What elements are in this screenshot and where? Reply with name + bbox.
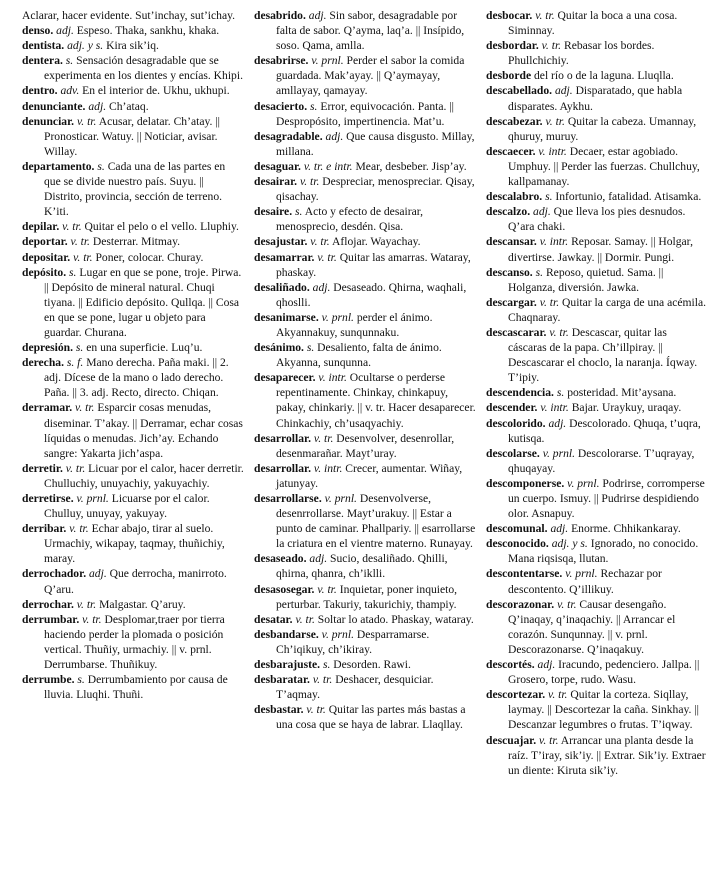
entry-grammar: adj. — [88, 99, 107, 113]
entry-definition: Decaer, estar agobiado. Umphuy. || Perder las fuerzas. Chullchuy, kallpamanay. — [508, 144, 700, 189]
entry-headword: desaseado. — [254, 552, 307, 566]
entry-grammar: v. tr. e intr. — [303, 159, 353, 173]
entry-definition: Descolorado. Qhuqa, t’uqra, kutisqa. — [508, 416, 701, 445]
dictionary-entry — [254, 159, 476, 174]
entry-definition: del río o de la laguna. Lluqlla. — [534, 69, 674, 83]
entry-headword: desarrollar. — [254, 431, 312, 445]
entry-grammar: adj. — [537, 658, 556, 672]
entry-headword: depresión. — [22, 341, 73, 355]
entry-definition: Quitar el pelo o el vello. Lluphiy. — [84, 220, 239, 234]
entry-headword: desajustar. — [254, 235, 308, 249]
entry-headword: descender. — [486, 401, 538, 415]
dictionary-entry — [22, 340, 244, 355]
entry-headword: desánimo. — [254, 341, 304, 355]
entry-grammar: v. tr. — [539, 733, 559, 747]
entry-headword: descendencia. — [486, 386, 554, 400]
entry-definition: Quitar las partes más bastas a una cosa que se haya de labrar. Llaqllay. — [276, 703, 466, 732]
entry-definition: Malgastar. Q’aruy. — [99, 597, 186, 611]
entry-headword: desatar. — [254, 612, 293, 626]
entry-headword: descalabro. — [486, 190, 543, 204]
entry-grammar: v. intr. — [313, 461, 343, 475]
dictionary-entry — [254, 99, 476, 129]
entry-definition: Reposar. Samay. || Holgar, divertirse. Jawkay. || Dormir. Pungi. — [508, 235, 693, 264]
entry-grammar: v. tr. — [548, 688, 568, 702]
entry-grammar: adj. — [56, 24, 74, 38]
entry-headword: desabrirse. — [254, 54, 309, 68]
entry-headword: derretirse. — [22, 492, 74, 505]
entry-definition: Desterrar. Mitmay. — [92, 235, 181, 249]
entry-grammar: v. tr. — [317, 250, 337, 264]
dictionary-entry — [486, 144, 708, 189]
dictionary-entry — [22, 159, 244, 219]
entry-headword: derrumbe. — [22, 673, 75, 687]
dictionary-entry — [254, 627, 476, 657]
entry-grammar: v. tr. — [535, 9, 555, 22]
dictionary-entry — [22, 461, 244, 491]
entry-grammar: adj. — [550, 522, 569, 536]
entry-headword: derrochar. — [22, 597, 74, 611]
entry-definition: posteridad. Mit’aysana. — [567, 386, 677, 400]
dictionary-entry — [254, 234, 476, 249]
entry-headword: descalzo. — [486, 205, 531, 219]
entry-grammar: s. — [65, 54, 74, 68]
dictionary-entry — [486, 733, 708, 778]
entry-definition: Descascar, quitar las cáscaras de la papa. Ch’illpiray. || Descascarar el choclo, la naranja. Íqway. T’ipiy. — [508, 325, 698, 385]
entry-definition: Iracundo, pedenciero. Jallpa. || Grosero, torpe, rudo. Wasu. — [508, 658, 700, 687]
entry-headword: dentera. — [22, 54, 63, 68]
entry-headword: dentro. — [22, 84, 58, 98]
entry-definition: Echar abajo, tirar al suelo. Urmachiy, wikapay, taqmay, thuñichiy, maray. — [44, 522, 225, 566]
entry-headword: desamarrar. — [254, 250, 315, 264]
dictionary-entry — [22, 83, 244, 98]
entry-grammar: v. prnl. — [567, 476, 600, 490]
dictionary-entry — [22, 250, 244, 265]
entry-definition: Espeso. Thaka, sankhu, khaka. — [76, 24, 220, 38]
entry-definition: Rebasar los bordes. Phullchichiy. — [508, 39, 655, 68]
entry-headword: denunciar. — [22, 114, 75, 128]
entry-headword: desanimarse. — [254, 310, 319, 324]
entry-grammar: v. tr. — [70, 235, 90, 249]
dictionary-entry — [254, 612, 476, 627]
entry-definition: Aflojar. Wayachay. — [331, 235, 421, 249]
entry-grammar: adv. — [60, 84, 80, 98]
entry-definition: Arrancar una planta desde la raíz. T’iray, sik’iy. || Extrar. Sik’iy. Extraer un diente: Kiruta sik’iy. — [508, 733, 706, 777]
dictionary-entry — [22, 597, 244, 612]
entry-definition: Derrumbamiento por causa de lluvia. Lluqhi. Thuñi. — [44, 673, 228, 702]
entry-definition: Quitar la corteza. Siqllay, laymay. || Descortezar la caña. Sinkhay. || Descanzar legumbres o frutas. T’iqway. — [508, 688, 699, 732]
dictionary-entry — [254, 657, 476, 672]
dictionary-entry — [486, 234, 708, 264]
dictionary-entry — [486, 597, 708, 657]
entry-grammar: adj. — [548, 416, 567, 430]
entry-grammar: s. — [535, 265, 544, 279]
entry-headword: deportar. — [22, 235, 68, 249]
dictionary-entry — [486, 189, 708, 204]
entry-grammar: adj. y s. — [67, 39, 104, 53]
entry-definition: Aclarar, hacer evidente. Sut’inchay, sut’ichay. — [22, 9, 236, 22]
entry-grammar: s. f. — [66, 356, 84, 370]
entry-definition: Inquietar, poner inquieto, perturbar. Takuriy, takurichiy, thampiy. — [276, 582, 458, 611]
entry-headword: descargar. — [486, 295, 537, 309]
entry-definition: Perder el sabor la comida guardada. Mak’ayay. || Q’aymayay, amllayay, qamayay. — [276, 54, 465, 98]
entry-headword: depósito. — [22, 265, 67, 279]
entry-definition: Licuarse por el calor. Chulluy, unuyay, yakuyay. — [44, 492, 210, 521]
entry-grammar: v. tr. — [69, 522, 89, 536]
entry-grammar: s. — [69, 265, 77, 279]
dictionary-entry — [22, 672, 244, 702]
dictionary-entry — [22, 612, 244, 672]
entry-headword: desaparecer. — [254, 371, 316, 385]
entry-grammar: adj. — [325, 129, 344, 143]
entry-grammar: adj. — [308, 9, 327, 22]
entry-grammar: adj. y s. — [551, 537, 588, 551]
entry-definition: Esparcir cosas menudas, diseminar. T’akay. || Derramar, echar cosas líquidas o menudas. Jich’ay. Echando sangre: Yakarta jich’aspa. — [44, 401, 243, 460]
column-2 — [254, 8, 476, 733]
entry-definition: Reposo, quietud. Sama. || Holganza, diversión. Jawka. — [508, 265, 664, 294]
entry-grammar: v. prnl. — [76, 492, 109, 505]
column-3 — [486, 8, 708, 778]
entry-definition: Sucio, desaliñado. Qhilli, qhirna, qhanra, ch’iklli. — [276, 552, 448, 581]
entry-definition: Sin sabor, desagradable por falta de sabor. Q’ayma, laq’a. || Insípido, soso. Qama, amlla. — [276, 9, 465, 53]
entry-definition: Despreciar, menospreciar. Qisay, qisachay. — [276, 175, 475, 204]
entry-headword: derrochador. — [22, 567, 87, 581]
entry-definition: Enorme. Chhikankaray. — [571, 522, 681, 536]
dictionary-entry — [486, 416, 708, 446]
entry-definition: Acusar, delatar. Ch’atay. || Pronosticar. Watuy. || Noticiar, avisar. Willay. — [44, 114, 220, 158]
entry-grammar: v. tr. — [65, 461, 86, 475]
entry-headword: descolarse. — [486, 446, 540, 460]
entry-grammar: adj. — [309, 552, 328, 566]
dictionary-entry — [254, 551, 476, 581]
entry-grammar: v. tr. — [76, 597, 97, 611]
entry-definition: Infortunio, fatalidad. Atisamka. — [555, 190, 702, 204]
dictionary-entry — [486, 204, 708, 234]
entry-grammar: v. tr. — [557, 597, 577, 611]
entry-headword: descorazonar. — [486, 597, 555, 611]
dictionary-entry — [486, 657, 708, 687]
dictionary-entry — [22, 234, 244, 249]
entry-grammar: v. tr. — [75, 401, 95, 415]
entry-definition: Quitar la carga de una acémila. Chaqnaray. — [508, 295, 707, 324]
dictionary-entry — [254, 8, 476, 53]
entry-headword: derrumbar. — [22, 612, 80, 626]
dictionary-entry — [254, 280, 476, 310]
entry-headword: desbandarse. — [254, 627, 319, 641]
entry-grammar: v. intr. — [539, 235, 569, 249]
entry-grammar: v. tr. — [539, 295, 560, 309]
dictionary-entry — [486, 446, 708, 476]
dictionary-entry — [22, 400, 244, 460]
entry-grammar: v. intr. — [538, 144, 567, 158]
entry-headword: descabellado. — [486, 84, 553, 98]
entry-headword: desacierto. — [254, 99, 308, 113]
entry-definition: Ch’ataq. — [109, 99, 149, 113]
entry-definition: Mano derecha. Paña maki. || 2. adj. Dícese de la mano o lado derecho. Paña. || 3. adj. Recto, directo. Chiqan. — [44, 356, 229, 400]
entry-definition: Disparatado, que habla disparates. Aykhu. — [508, 84, 683, 113]
entry-headword: desarrollarse. — [254, 492, 322, 505]
entry-grammar: v. tr. — [312, 673, 333, 687]
dictionary-entry — [486, 687, 708, 732]
entry-definition: Lugar en que se pone, troje. Pirwa. || Depósito de mineral natural. Chuqi tiyana. || Edificio depósito. Qullqa. || Cosa en que se pone, lugar u objeto para guardar. Churana. — [44, 265, 242, 339]
entry-grammar: v. tr. — [62, 220, 82, 234]
entry-headword: descascarar. — [486, 325, 547, 339]
entry-headword: denunciante. — [22, 99, 86, 113]
dictionary-entry — [486, 385, 708, 400]
entry-grammar: s. — [545, 190, 553, 204]
dictionary-entry — [22, 23, 244, 38]
entry-headword: descabezar. — [486, 114, 543, 128]
entry-definition: Cada una de las partes en que se divide nuestro país. Suyu. || Distrito, provincia, sección de terreno. K’iti. — [44, 159, 226, 219]
dictionary-entry — [486, 400, 708, 415]
entry-grammar: v. tr. — [541, 39, 562, 53]
entry-headword: descomunal. — [486, 522, 548, 536]
entry-headword: desarrollar. — [254, 461, 312, 475]
entry-definition: Quitar las amarras. Wataray, phaskay. — [276, 250, 471, 279]
entry-headword: descansar. — [486, 235, 537, 249]
dictionary-entry — [486, 566, 708, 596]
dictionary-entry — [486, 68, 708, 83]
dictionary-entry — [254, 582, 476, 612]
entry-grammar: s. — [310, 99, 318, 113]
entry-definition: Mear, desbeber. Jisp’ay. — [355, 159, 467, 173]
entry-headword: desairar. — [254, 175, 298, 189]
entry-grammar: s. — [322, 658, 331, 672]
entry-headword: desabrido. — [254, 9, 306, 22]
dictionary-entry — [486, 536, 708, 566]
entry-grammar: v. prnl. — [311, 54, 344, 68]
entry-headword: desagradable. — [254, 129, 323, 143]
entry-grammar: v. tr. — [77, 114, 97, 128]
entry-grammar: v. tr. — [317, 582, 337, 596]
entry-headword: descanso. — [486, 265, 533, 279]
entry-headword: denso. — [22, 24, 54, 38]
entry-definition: Que causa disgusto. Millay, millana. — [276, 129, 475, 158]
dictionary-entry — [254, 250, 476, 280]
entry-grammar: v. tr. — [73, 250, 93, 264]
entry-grammar: s. — [306, 341, 315, 355]
dictionary-entry — [486, 295, 708, 325]
entry-headword: descuajar. — [486, 733, 537, 747]
entry-definition: Desorden. Rawi. — [333, 658, 411, 672]
entry-definition: Descolorarse. T’uqrayay, qhuqayay. — [508, 446, 695, 475]
entry-grammar: v. prnl. — [321, 310, 354, 324]
entry-definition: Desaliento, falta de ánimo. Akyanna, sunqunna. — [276, 341, 442, 370]
dictionary-entry — [22, 265, 244, 340]
entry-headword: desborde — [486, 69, 532, 83]
entry-headword: desbocar. — [486, 9, 533, 22]
entry-headword: derramar. — [22, 401, 73, 415]
dictionary-entry — [254, 204, 476, 234]
dictionary-entry — [22, 355, 244, 400]
entry-definition: Deshacer, desquiciar. T’aqmay. — [276, 673, 434, 702]
entry-definition: Quitar la boca a una cosa. Siminnay. — [508, 9, 678, 38]
entry-grammar: s. — [556, 386, 565, 400]
dictionary-entry — [22, 53, 244, 83]
dictionary-entry — [486, 521, 708, 536]
entry-grammar: adj. — [312, 280, 331, 294]
entry-headword: depilar. — [22, 220, 60, 234]
entry-grammar: v. prnl. — [565, 567, 598, 581]
entry-grammar: v. tr. — [310, 235, 330, 249]
entry-grammar: v. intr. — [318, 371, 347, 385]
dictionary-entry — [22, 8, 244, 23]
entry-definition: Podrirse, corromperse un cuerpo. Ismuy. || Pudrirse despidiendo olor. Asnapuy. — [508, 476, 705, 521]
entry-definition: en una superficie. Luq’u. — [86, 341, 203, 355]
entry-definition: Causar desengaño. Q’inaqay, q’inaqachiy. || Arrancar el corazón. Sunqunnay. || v. prnl. Descorazonarse. Q’inaqakuy. — [508, 597, 676, 656]
entry-definition: Sensación desagradable que se experimenta en los dientes y encías. Khipi. — [44, 54, 243, 83]
dictionary-entry — [22, 219, 244, 234]
entry-grammar: v. tr. — [545, 114, 565, 128]
entry-headword: desaguar. — [254, 159, 301, 173]
dictionary-entry — [486, 38, 708, 68]
entry-headword: desbordar. — [486, 39, 539, 53]
entry-headword: descontentarse. — [486, 567, 563, 581]
dictionary-entry — [254, 340, 476, 370]
entry-grammar: v. prnl. — [324, 492, 357, 505]
entry-definition: Ocultarse o perderse repentinamente. Chinkay, chinkapuy, pakay, chinkariy. || v. tr. Hacer desaparecer. Chinkachiy, ch’usaqyachiy. — [276, 371, 476, 430]
entry-headword: desbaratar. — [254, 673, 310, 687]
entry-headword: desaliñado. — [254, 280, 310, 294]
entry-grammar: s. — [295, 205, 303, 219]
entry-definition: Desenvolver, desenrollar, desenmarañar. Mayt’uray. — [276, 431, 455, 460]
entry-grammar: v. tr. — [549, 325, 569, 339]
dictionary-entry — [22, 38, 244, 53]
entry-definition: Kira sik’iq. — [106, 39, 159, 53]
dictionary-entry — [486, 83, 708, 113]
entry-headword: dentista. — [22, 39, 65, 53]
entry-headword: derretir. — [22, 461, 63, 475]
entry-grammar: adj. — [89, 567, 107, 581]
dictionary-entry — [254, 129, 476, 159]
entry-definition: Bajar. Uraykuy, uraqay. — [571, 401, 682, 415]
entry-definition: Desenvolverse, desenrrollarse. Mayt’urakuy. || Estar a punto de caminar. Phallpariy. || esarrollarse la criatura en el vientre materno. Runayay. — [276, 492, 476, 551]
dictionary-entry — [22, 521, 244, 566]
dictionary-entry — [22, 99, 244, 114]
entry-definition: Ignorado, no conocido. Mana riqsisqa, llutan. — [508, 537, 699, 566]
entry-grammar: v. tr. — [306, 703, 326, 717]
dictionary-entry — [254, 672, 476, 702]
entry-grammar: v. tr. — [313, 431, 334, 445]
entry-grammar: s. — [97, 159, 105, 173]
entry-headword: departamento. — [22, 159, 95, 173]
entry-headword: descortezar. — [486, 688, 546, 702]
entry-grammar: adj. — [554, 84, 573, 98]
dictionary-entry — [486, 476, 708, 521]
entry-definition: Acto y efecto de desairar, menosprecio, desdén. Qisa. — [276, 205, 424, 234]
entry-headword: descolorido. — [486, 416, 546, 430]
entry-definition: Error, equivocación. Panta. || Despropósito, impertinencia. Mat’u. — [276, 99, 454, 128]
entry-grammar: v. tr. — [299, 175, 320, 189]
dictionary-entry — [486, 265, 708, 295]
dictionary-entry — [254, 53, 476, 98]
column-1 — [22, 8, 244, 702]
entry-grammar: v. prnl. — [542, 446, 575, 460]
dictionary-entry — [254, 370, 476, 430]
dictionary-entry — [254, 431, 476, 461]
entry-definition: Que lleva los pies desnudos. Q’ara chaki. — [508, 205, 686, 234]
dictionary-entry — [486, 114, 708, 144]
entry-headword: desbastar. — [254, 703, 304, 717]
entry-definition: Rechazar por descontento. Q’illikuy. — [508, 567, 662, 596]
dictionary-entry — [22, 566, 244, 596]
entry-definition: perder el ánimo. Akyannakuy, sunqunnaku. — [276, 310, 433, 339]
dictionary-entry — [254, 461, 476, 491]
dictionary-entry — [486, 325, 708, 385]
entry-headword: desaire. — [254, 205, 293, 219]
entry-definition: Desparramarse. Ch’iqikuy, ch’ikiray. — [276, 627, 430, 656]
entry-grammar: s. — [77, 673, 85, 687]
entry-grammar: adj. — [533, 205, 551, 219]
entry-grammar: v. tr. — [82, 612, 102, 626]
entry-headword: desconocido. — [486, 537, 549, 551]
dictionary-entry — [254, 491, 476, 551]
entry-definition: En el interior de. Ukhu, ukhupi. — [82, 84, 230, 98]
entry-grammar: s. — [75, 341, 84, 355]
entry-definition: Soltar lo atado. Phaskay, wataray. — [317, 612, 474, 626]
entry-headword: depositar. — [22, 250, 71, 264]
entry-definition: Crecer, aumentar. Wiñay, jatunyay. — [276, 461, 463, 490]
entry-headword: derecha. — [22, 356, 64, 370]
entry-headword: descaecer. — [486, 144, 536, 158]
entry-definition: Licuar por el calor, hacer derretir. Chulluchiy, unuyachiy, yakuyachiy. — [44, 461, 244, 490]
entry-grammar: v. prnl. — [321, 627, 354, 641]
dictionary-entry — [254, 310, 476, 340]
entry-grammar: v. intr. — [540, 401, 569, 415]
entry-definition: Desplomar,traer por tierra haciendo perder la plomada o posición vertical. Thuñiy, urmachiy. || v. prnl. Derrumbarse. Thuñikuy. — [44, 612, 225, 672]
dictionary-entry — [254, 702, 476, 732]
entry-headword: descortés. — [486, 658, 535, 672]
dictionary-entry — [22, 491, 244, 521]
dictionary-entry — [254, 174, 476, 204]
entry-headword: desbarajuste. — [254, 658, 321, 672]
entry-headword: derribar. — [22, 522, 67, 536]
entry-headword: desasosegar. — [254, 582, 315, 596]
entry-definition: Desaseado. Qhirna, waqhali, qhoslli. — [276, 280, 467, 309]
entry-grammar: v. tr. — [295, 612, 315, 626]
entry-headword: descomponerse. — [486, 476, 565, 490]
entry-definition: Quitar la cabeza. Umannay, qhuruy, muruy. — [508, 114, 697, 143]
dictionary-entry — [486, 8, 708, 38]
entry-definition: Poner, colocar. Churay. — [95, 250, 204, 264]
dictionary-entry — [22, 114, 244, 159]
entry-definition: Que derrocha, manirroto. Q’aru. — [44, 567, 227, 596]
